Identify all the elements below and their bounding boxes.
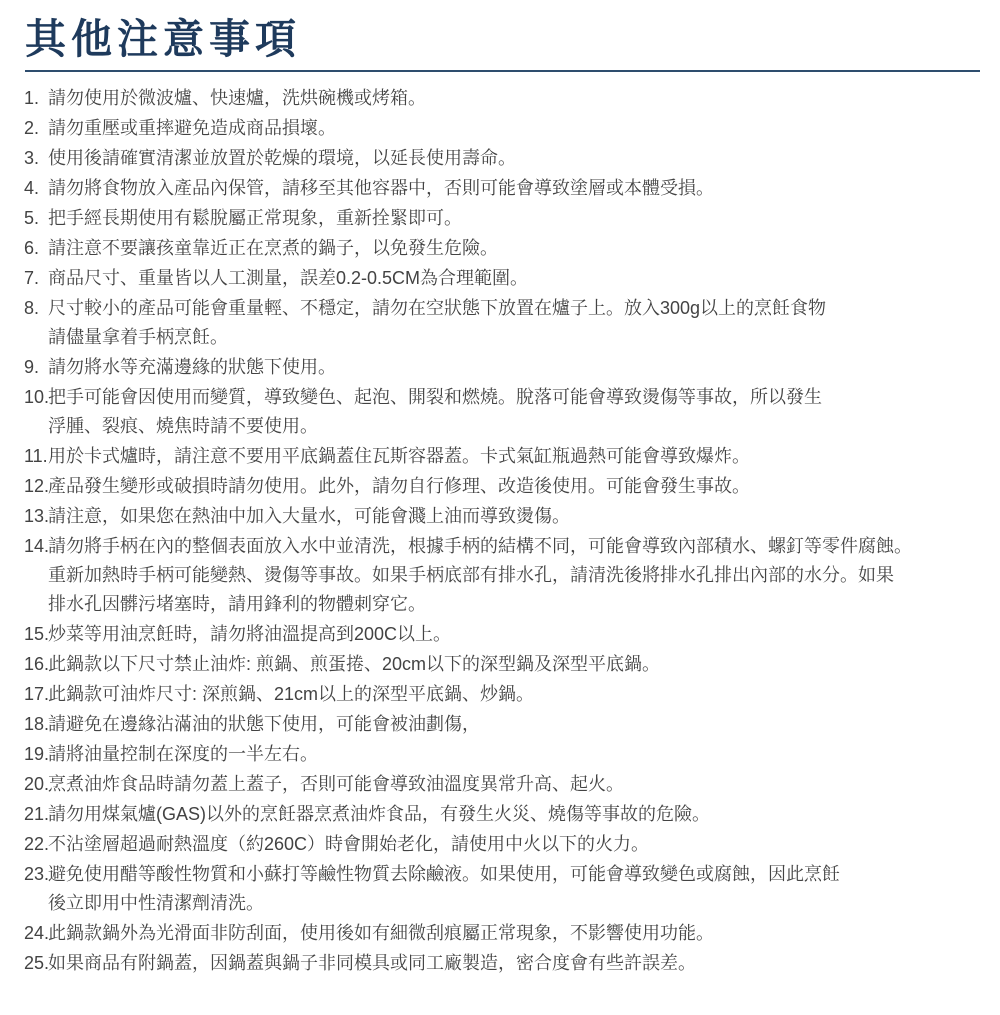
note-number: 14. [24, 536, 50, 556]
note-item [0, 383, 1000, 441]
note-text: 此鍋款鍋外為光滑面非防刮面，使用後如有細微刮痕屬正常現象，不影響使用功能。 [48, 923, 714, 943]
note-item [0, 680, 1000, 709]
note-number: 11. [24, 446, 48, 466]
note-number: 4. [24, 178, 40, 198]
note-text: 使用後請確實清潔並放置於乾燥的環境，以延長使用壽命。 [48, 148, 516, 168]
note-number: 20. [24, 774, 50, 794]
note-number: 18. [24, 714, 50, 734]
note-item [0, 174, 1000, 203]
note-number: 12. [24, 476, 50, 496]
note-item [0, 650, 1000, 679]
note-item [0, 84, 1000, 113]
note-item [0, 114, 1000, 143]
note-item [0, 442, 1000, 471]
note-item [0, 502, 1000, 531]
note-number: 23. [24, 864, 50, 884]
note-number: 2. [24, 118, 40, 138]
note-text: 產品發生變形或破損時請勿使用。此外，請勿自行修理、改造後使用。可能會發生事故。 [48, 476, 750, 496]
note-text: 請注意，如果您在熱油中加入大量水，可能會濺上油而導致燙傷。 [48, 506, 570, 526]
note-item [0, 620, 1000, 649]
note-item [0, 919, 1000, 948]
note-text: 商品尺寸、重量皆以人工測量，誤差0.2-0.5CM為合理範圍。 [48, 268, 529, 288]
note-number: 24. [24, 923, 50, 943]
note-number: 19. [24, 744, 50, 764]
note-item [0, 710, 1000, 739]
note-number: 6. [24, 238, 40, 258]
note-text: 如果商品有附鍋蓋，因鍋蓋與鍋子非同模具或同工廠製造，密合度會有些許誤差。 [48, 953, 696, 973]
note-item [0, 472, 1000, 501]
note-text: 排水孔因髒污堵塞時，請用鋒利的物體刺穿它。 [48, 594, 426, 614]
note-item [0, 860, 1000, 918]
note-text: 請勿使用於微波爐、快速爐，洗烘碗機或烤箱。 [48, 88, 426, 108]
note-number: 7. [24, 268, 40, 288]
note-text: 請避免在邊緣沾滿油的狀態下使用，可能會被油劃傷， [48, 714, 480, 734]
title-divider [25, 70, 980, 72]
note-text: 把手經長期使用有鬆脫屬正常現象，重新拴緊即可。 [48, 208, 462, 228]
note-number: 10. [24, 387, 50, 407]
notice-page [0, 15, 1000, 1015]
note-text: 請勿重壓或重摔避免造成商品損壞。 [48, 118, 336, 138]
note-item [0, 949, 1000, 978]
note-text: 把手可能會因使用而變質，導致變色、起泡、開裂和燃燒。脫落可能會導致燙傷等事故，所以發生 [48, 387, 822, 407]
note-item [0, 740, 1000, 769]
note-item [0, 204, 1000, 233]
note-text: 請勿將水等充滿邊緣的狀態下使用。 [48, 357, 336, 377]
note-text: 後立即用中性清潔劑清洗。 [48, 893, 264, 913]
note-number: 13. [24, 506, 50, 526]
note-text: 重新加熱時手柄可能變熱、燙傷等事故。如果手柄底部有排水孔，請清洗後將排水孔排出內部的水分。如果 [48, 565, 894, 585]
note-item [0, 353, 1000, 382]
note-text: 浮腫、裂痕、燒焦時請不要使用。 [48, 416, 318, 436]
note-number: 15. [24, 624, 50, 644]
note-text: 不沾塗層超過耐熱溫度（約260C）時會開始老化，請使用中火以下的火力。 [48, 834, 650, 854]
note-text: 請注意不要讓孩童靠近正在烹煮的鍋子，以免發生危險。 [48, 238, 498, 258]
notes-list [0, 84, 1000, 978]
note-text: 請將油量控制在深度的一半左右。 [48, 744, 318, 764]
note-text: 避免使用醋等酸性物質和小蘇打等鹼性物質去除鹼液。如果使用，可能會導致變色或腐蝕，因此烹飪 [48, 864, 840, 884]
note-text: 烹煮油炸食品時請勿蓋上蓋子，否則可能會導致油溫度異常升高、起火。 [48, 774, 624, 794]
note-item [0, 234, 1000, 263]
note-text: 此鍋款可油炸尺寸: 深煎鍋、21cm以上的深型平底鍋、炒鍋。 [48, 684, 535, 704]
note-text: 請勿將食物放入產品內保管，請移至其他容器中，否則可能會導致塗層或本體受損。 [48, 178, 714, 198]
note-number: 17. [24, 684, 50, 704]
note-item [0, 264, 1000, 293]
note-number: 22. [24, 834, 50, 854]
note-number: 9. [24, 357, 40, 377]
page-title: 其他注意事項 [25, 16, 301, 62]
note-text: 用於卡式爐時，請注意不要用平底鍋蓋住瓦斯容器蓋。卡式氣缸瓶過熱可能會導致爆炸。 [48, 446, 750, 466]
note-number: 21. [24, 804, 50, 824]
note-text: 此鍋款以下尺寸禁止油炸: 煎鍋、煎蛋捲、20cm以下的深型鍋及深型平底鍋。 [48, 654, 661, 674]
note-text: 尺寸較小的產品可能會重量輕、不穩定，請勿在空狀態下放置在爐子上。放入300g以上的烹飪食物 [48, 298, 827, 318]
note-item [0, 830, 1000, 859]
note-item [0, 294, 1000, 352]
note-item [0, 770, 1000, 799]
note-item [0, 144, 1000, 173]
note-number: 5. [24, 208, 40, 228]
note-item [0, 800, 1000, 829]
note-number: 8. [24, 298, 40, 318]
note-number: 3. [24, 148, 40, 168]
note-number: 16. [24, 654, 50, 674]
note-text: 請儘量拿着手柄烹飪。 [48, 327, 228, 347]
note-item [0, 532, 1000, 619]
note-number: 25. [24, 953, 50, 973]
note-number: 1. [24, 88, 40, 108]
note-text: 炒菜等用油烹飪時，請勿將油溫提高到200C以上。 [48, 624, 452, 644]
note-text: 請勿將手柄在內的整個表面放入水中並清洗，根據手柄的結構不同，可能會導致內部積水、螺釘等零件腐蝕。 [48, 536, 912, 556]
note-text: 請勿用煤氣爐(GAS)以外的烹飪器烹煮油炸食品，有發生火災、燒傷等事故的危險。 [48, 804, 710, 824]
